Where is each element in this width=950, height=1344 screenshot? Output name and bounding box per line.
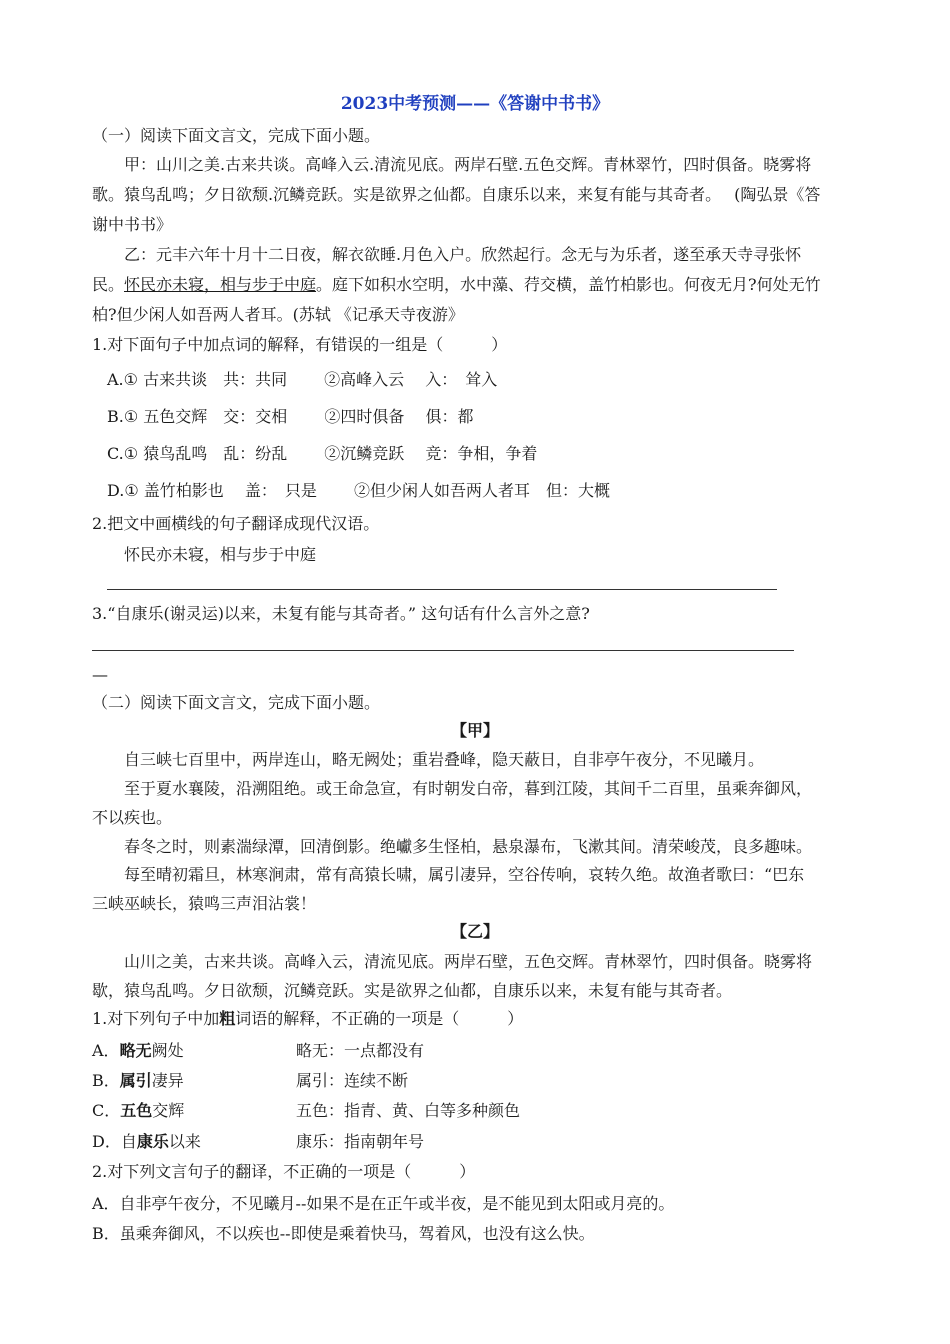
q2-sentence: 怀民亦未寝，相与步于中庭 bbox=[124, 545, 317, 564]
option-rest: 以来 bbox=[168, 1132, 201, 1151]
sec2-q1-option-d-explanation: 康乐：指南朝年号 bbox=[296, 1132, 425, 1151]
sec2-q1-option-b bbox=[92, 1070, 862, 1092]
q1-option-c: C.① 猿鸟乱鸣 乱：纷乱 ②沉鳞竞跃 竞：争相，争着 bbox=[107, 444, 538, 463]
sec2-q1-option-a-explanation: 略无：一点都没有 bbox=[296, 1041, 425, 1060]
passage-yi-line2-start: 民。 bbox=[92, 275, 125, 294]
passage-jia-line2: 歌。猿鸟乱鸣；夕日欲颓.沉鳞竞跃。实是欲界之仙都。自康乐以来，来复有能与其奇者。 (陶弘景《答 bbox=[92, 185, 821, 204]
passage-yi-line1: 乙：元丰六年十月十二日夜，解衣欲睡.月色入户。欣然起行。念无与为乐者，遂至承天寺寻张怀 bbox=[124, 245, 802, 264]
passage-yi-line3: 柏?但少闲人如吾两人者耳。(苏轼 《记承天寺夜游》 bbox=[92, 305, 464, 324]
jia-para4-line1: 每至晴初霜旦，林寒涧肃，常有高猿长啸，属引凄异，空谷传响，哀转久绝。故渔者歌曰：“巴东 bbox=[124, 865, 805, 884]
yi-para-line1: 山川之美，古来共谈。高峰入云，清流见底。两岸石壁，五色交辉。青林翠竹，四时俱备。晓雾将 bbox=[124, 952, 813, 971]
answer-line-q3 bbox=[92, 650, 794, 651]
sec2-q1-option-d bbox=[92, 1131, 862, 1153]
section1-heading: （一）阅读下面文言文，完成下面小题。 bbox=[92, 126, 381, 145]
sec2-q1-option-a bbox=[92, 1040, 862, 1062]
question3: 3.“自康乐(谢灵运)以来，未复有能与其奇者。” 这句话有什么言外之意? bbox=[92, 604, 590, 623]
q1-option-b: B.① 五色交辉 交：交相 ②四时俱备 俱：都 bbox=[107, 407, 474, 426]
question2: 2.把文中画横线的句子翻译成现代汉语。 bbox=[92, 514, 380, 533]
option-rest: 交辉 bbox=[152, 1101, 185, 1120]
option-bold-word: 康乐 bbox=[136, 1132, 169, 1151]
option-letter: C． bbox=[92, 1101, 121, 1120]
underlined-sentence: 怀民亦未寝，相与步于中庭 bbox=[124, 275, 317, 294]
answer-line-q2 bbox=[107, 589, 777, 590]
sec2-question2: 2.对下列文言句子的翻译，不正确的一项是（ ） bbox=[92, 1162, 476, 1181]
answer-line-dash: — bbox=[92, 665, 108, 684]
yi-para-line2: 歇，猿鸟乱鸣。夕日欲颓，沉鳞竞跃。实是欲界之仙都，自康乐以来，未复有能与其奇者。 bbox=[92, 981, 733, 1000]
question1: 1.对下面句子中加点词的解释，有错误的一组是（ ） bbox=[92, 335, 508, 354]
sec2-q1-bold: 粗 bbox=[219, 1009, 236, 1028]
passage-yi-line2-end: 。庭下如积水空明，水中藻、荇交横，盖竹柏影也。何夜无月?何处无竹 bbox=[316, 275, 821, 294]
option-letter: A． bbox=[92, 1041, 120, 1060]
sec2-q2-option-a: A．自非亭午夜分，不见曦月--如果不是在正午或半夜，是不能见到太阳或月亮的。 bbox=[92, 1194, 675, 1213]
section2-heading: （二）阅读下面文言文，完成下面小题。 bbox=[92, 693, 381, 712]
sec2-q1-part2: 词语的解释，不正确的一项是（ ） bbox=[235, 1009, 524, 1028]
passage-jia-line3: 谢中书书》 bbox=[92, 215, 173, 234]
jia-para2-line2: 不以疾也。 bbox=[92, 808, 173, 827]
sec2-q2-option-b: B．虽乘奔御风，不以疾也--即使是乘着快马，驾着风，也没有这么快。 bbox=[92, 1224, 595, 1243]
option-letter: B． bbox=[92, 1071, 120, 1090]
option-bold-word: 属引 bbox=[119, 1071, 152, 1090]
option-letter: D．自 bbox=[92, 1132, 137, 1151]
document-title: 2023中考预测——《答谢中书书》 bbox=[340, 94, 610, 114]
label-yi: 【乙】 bbox=[450, 922, 499, 941]
q1-option-d: D.① 盖竹柏影也 盖： 只是 ②但少闲人如吾两人者耳 但：大概 bbox=[107, 481, 610, 500]
passage-yi-line2 bbox=[92, 274, 862, 296]
passage-jia-line1: 甲：山川之美.古来共谈。高峰入云.清流见底。两岸石壁.五色交辉。青林翠竹，四时俱备。晓雾将 bbox=[124, 155, 812, 174]
label-jia: 【甲】 bbox=[450, 721, 499, 740]
jia-para2-line1: 至于夏水襄陵，沿溯阻绝。或王命急宣，有时朝发白帝，暮到江陵，其间千二百里，虽乘奔御风， bbox=[124, 779, 813, 798]
jia-para3: 春冬之时，则素湍绿潭，回清倒影。绝巘多生怪柏，悬泉瀑布，飞漱其间。清荣峻茂，良多趣味。 bbox=[124, 837, 813, 856]
jia-para1: 自三峡七百里中，两岸连山，略无阙处；重岩叠峰，隐天蔽日，自非亭午夜分，不见曦月。 bbox=[124, 750, 765, 769]
sec2-q1-option-c-explanation: 五色：指青、黄、白等多种颜色 bbox=[296, 1101, 521, 1120]
sec2-q1-option-b-explanation: 属引：连续不断 bbox=[296, 1071, 409, 1090]
sec2-question1 bbox=[92, 1008, 862, 1030]
q1-option-a: A.① 古来共谈 共：共同 ②高峰入云 入： 耸入 bbox=[107, 370, 498, 389]
option-bold-word: 略无 bbox=[119, 1041, 152, 1060]
option-bold-word: 五色 bbox=[120, 1101, 153, 1120]
sec2-q1-part1: 1.对下列句子中加 bbox=[92, 1009, 220, 1028]
option-rest: 阙处 bbox=[151, 1041, 184, 1060]
jia-para4-line2: 三峡巫峡长，猿鸣三声泪沾裳！ bbox=[92, 894, 317, 913]
option-rest: 凄异 bbox=[151, 1071, 184, 1090]
